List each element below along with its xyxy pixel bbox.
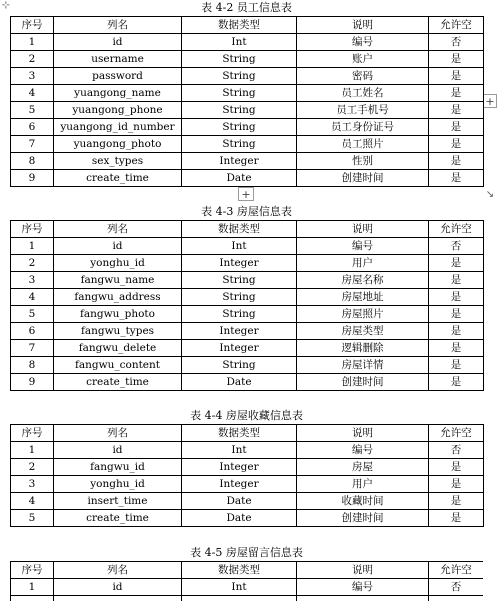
cell-column-name: fangwu_photo — [54, 306, 182, 323]
cell-nullable: 是 — [429, 306, 484, 323]
cell-index: 9 — [11, 170, 54, 187]
table-header-row — [11, 562, 484, 579]
cell-description: 房屋照片 — [297, 306, 429, 323]
header-nullable: 允许空 — [429, 562, 484, 579]
cell-index: 8 — [11, 357, 54, 374]
cell-column-name: yonghu_id — [54, 255, 182, 272]
header-description: 说明 — [297, 562, 429, 579]
cell-nullable: 是 — [429, 340, 484, 357]
cell-nullable: 是 — [429, 357, 484, 374]
cell-data-type: String — [182, 68, 297, 85]
cell-data-type: Integer — [182, 476, 297, 493]
table-row — [11, 306, 484, 323]
cell-column-name: fangwu_types — [54, 323, 182, 340]
cell-index: 8 — [11, 153, 54, 170]
cell-index: 5 — [11, 510, 54, 527]
cell-data-type: Date — [182, 374, 297, 391]
cell-description: 收藏时间 — [297, 493, 429, 510]
cell-index: 2 — [11, 459, 54, 476]
header-data-type: 数据类型 — [182, 425, 297, 442]
cell-data-type: Integer — [182, 153, 297, 170]
table-row — [11, 255, 484, 272]
header-index: 序号 — [11, 425, 54, 442]
cell-nullable: 是 — [429, 68, 484, 85]
cell-data-type: String — [182, 102, 297, 119]
table-row — [11, 153, 484, 170]
cell-column-name: username — [54, 51, 182, 68]
cell-index: 7 — [11, 136, 54, 153]
cell-data-type: Date — [182, 510, 297, 527]
cell-description: 房屋地址 — [297, 289, 429, 306]
cell-nullable: 是 — [429, 153, 484, 170]
table-caption: 表 4-5 房屋留言信息表 — [190, 546, 303, 559]
cell-index: 6 — [11, 119, 54, 136]
table-caption: 表 4-4 房屋收藏信息表 — [190, 409, 303, 422]
cell-column-name: id — [54, 238, 182, 255]
table-row — [11, 459, 484, 476]
table-section-4-2 — [10, 0, 483, 187]
cell-data-type: Integer — [182, 323, 297, 340]
cell-data-type: String — [182, 136, 297, 153]
cell-index: 3 — [11, 476, 54, 493]
table-row — [11, 323, 484, 340]
cell-nullable: 是 — [429, 510, 484, 527]
cell-nullable: 是 — [429, 476, 484, 493]
cell-description: 密码 — [297, 68, 429, 85]
cell-data-type: Int — [182, 579, 297, 596]
cell-index: 1 — [11, 442, 54, 459]
cell-description: 编号 — [297, 34, 429, 51]
add-column-button[interactable]: + — [483, 94, 497, 108]
table-row — [11, 289, 484, 306]
cell-description: 员工手机号 — [297, 102, 429, 119]
cell-column-name: create_time — [54, 170, 182, 187]
header-column-name: 列名 — [54, 17, 182, 34]
cell-column-name: yuangong_phone — [54, 102, 182, 119]
cell-description: 房屋类型 — [297, 323, 429, 340]
cell-data-type: String — [182, 85, 297, 102]
table-caption: 表 4-2 员工信息表 — [201, 1, 292, 14]
cell-nullable: 是 — [429, 323, 484, 340]
header-nullable: 允许空 — [429, 221, 484, 238]
cell-column-name: id — [54, 579, 182, 596]
header-data-type: 数据类型 — [182, 17, 297, 34]
table-row — [11, 374, 484, 391]
cell-description: 创建时间 — [297, 170, 429, 187]
cell-data-type: Date — [182, 170, 297, 187]
cell-description: 员工照片 — [297, 136, 429, 153]
cell-column-name: yuangong_name — [54, 85, 182, 102]
cell-column-name: password — [54, 68, 182, 85]
cell-index: 2 — [11, 255, 54, 272]
table-section-4-3 — [10, 204, 483, 391]
table-header-row — [11, 221, 484, 238]
header-description: 说明 — [297, 17, 429, 34]
cell-data-type: Integer — [182, 255, 297, 272]
cell-description: 编号 — [297, 442, 429, 459]
cell-index: 5 — [11, 306, 54, 323]
cell-data-type: String — [182, 51, 297, 68]
cell-data-type: String — [182, 289, 297, 306]
data-table — [10, 561, 483, 601]
cell-data-type: String — [182, 272, 297, 289]
table-row — [11, 340, 484, 357]
header-description: 说明 — [297, 425, 429, 442]
table-row — [11, 136, 484, 153]
cell-data-type: Int — [182, 442, 297, 459]
table-row — [11, 357, 484, 374]
data-table — [10, 220, 484, 391]
header-index: 序号 — [11, 562, 54, 579]
table-row — [11, 85, 484, 102]
cell-description: 房屋名称 — [297, 272, 429, 289]
table-header-row — [11, 17, 484, 34]
cell-nullable: 是 — [429, 119, 484, 136]
header-index: 序号 — [11, 17, 54, 34]
cell-data-type: Integer — [182, 340, 297, 357]
cell-nullable: 是 — [429, 255, 484, 272]
cell-column-name: sex_types — [54, 153, 182, 170]
cell-column-name: yonghu_id — [54, 476, 182, 493]
table-row — [11, 238, 484, 255]
table-row — [11, 493, 484, 510]
cell-description: 员工姓名 — [297, 85, 429, 102]
table-row — [11, 170, 484, 187]
cell-index: 3 — [11, 272, 54, 289]
cell-description: 创建时间 — [297, 374, 429, 391]
cell-nullable: 是 — [429, 85, 484, 102]
cell-data-type: Int — [182, 34, 297, 51]
cell-nullable: 否 — [429, 579, 484, 596]
cell-column-name: yuangong_id_number — [54, 119, 182, 136]
cell-description: 编号 — [297, 238, 429, 255]
cell-data-type: Integer — [182, 459, 297, 476]
table-row — [11, 579, 484, 596]
cell-index: 3 — [11, 68, 54, 85]
cell-description: 创建时间 — [297, 510, 429, 527]
cell-description: 编号 — [297, 579, 429, 596]
data-table — [10, 16, 484, 187]
cell-index: 5 — [11, 102, 54, 119]
cell-column-name: fangwu_address — [54, 289, 182, 306]
table-row — [11, 476, 484, 493]
cell-index: 2 — [11, 51, 54, 68]
table-row — [11, 102, 484, 119]
header-index: 序号 — [11, 221, 54, 238]
table-row — [11, 119, 484, 136]
table-section-4-4 — [10, 408, 483, 527]
table-header-row — [11, 425, 484, 442]
cell-column-name: fangwu_content — [54, 357, 182, 374]
cell-column-name: id — [54, 442, 182, 459]
data-table — [10, 424, 484, 527]
cell-nullable: 否 — [429, 34, 484, 51]
cell-column-name: yuangong_photo — [54, 136, 182, 153]
cell-nullable: 是 — [429, 170, 484, 187]
table-row — [11, 51, 484, 68]
table-section-4-5 — [10, 545, 483, 601]
cell-data-type: String — [182, 119, 297, 136]
cell-column-name: id — [54, 34, 182, 51]
cell-index: 1 — [11, 238, 54, 255]
cell-column-name: create_time — [54, 374, 182, 391]
header-column-name: 列名 — [54, 221, 182, 238]
cell-column-name: create_time — [54, 510, 182, 527]
table-row — [11, 596, 484, 601]
table-row — [11, 510, 484, 527]
cell-nullable: 是 — [429, 493, 484, 510]
table-caption: 表 4-3 房屋信息表 — [201, 205, 292, 218]
cell-data-type: Date — [182, 493, 297, 510]
table-row — [11, 272, 484, 289]
table-resize-handle-icon[interactable]: ↘ — [485, 189, 495, 200]
cell-index: 9 — [11, 374, 54, 391]
header-column-name: 列名 — [54, 425, 182, 442]
cell-nullable: 是 — [429, 51, 484, 68]
table-row — [11, 34, 484, 51]
cell-index: 6 — [11, 323, 54, 340]
header-description: 说明 — [297, 221, 429, 238]
header-column-name: 列名 — [54, 562, 182, 579]
header-data-type: 数据类型 — [182, 221, 297, 238]
header-nullable: 允许空 — [429, 17, 484, 34]
cell-description: 逻辑删除 — [297, 340, 429, 357]
cell-description: 员工身份证号 — [297, 119, 429, 136]
cell-index: 1 — [11, 579, 54, 596]
cell-description: 账户 — [297, 51, 429, 68]
header-nullable: 允许空 — [429, 425, 484, 442]
cell-index: 4 — [11, 493, 54, 510]
cell-description: 性别 — [297, 153, 429, 170]
cell-column-name: fangwu_name — [54, 272, 182, 289]
cell-nullable: 是 — [429, 272, 484, 289]
cell-index: 4 — [11, 289, 54, 306]
cell-nullable: 是 — [429, 102, 484, 119]
cell-index: 1 — [11, 34, 54, 51]
cell-column-name: fangwu_id — [54, 459, 182, 476]
cell-description: 用户 — [297, 255, 429, 272]
cell-nullable: 否 — [429, 442, 484, 459]
cell-nullable: 否 — [429, 238, 484, 255]
cell-index: 7 — [11, 340, 54, 357]
cell-description: 房屋详情 — [297, 357, 429, 374]
cell-nullable: 是 — [429, 289, 484, 306]
cell-index: 4 — [11, 85, 54, 102]
cell-data-type: String — [182, 357, 297, 374]
table-move-handle-icon[interactable]: ⊹ — [1, 0, 11, 11]
cell-description: 房屋 — [297, 459, 429, 476]
cell-description: 用户 — [297, 476, 429, 493]
table-row — [11, 442, 484, 459]
table-row — [11, 68, 484, 85]
cell-column-name: fangwu_delete — [54, 340, 182, 357]
cell-data-type: String — [182, 306, 297, 323]
cell-nullable: 是 — [429, 459, 484, 476]
cell-data-type: Int — [182, 238, 297, 255]
cell-nullable: 是 — [429, 136, 484, 153]
cell-column-name: insert_time — [54, 493, 182, 510]
add-row-button[interactable]: + — [238, 187, 254, 201]
cell-nullable: 是 — [429, 374, 484, 391]
header-data-type: 数据类型 — [182, 562, 297, 579]
